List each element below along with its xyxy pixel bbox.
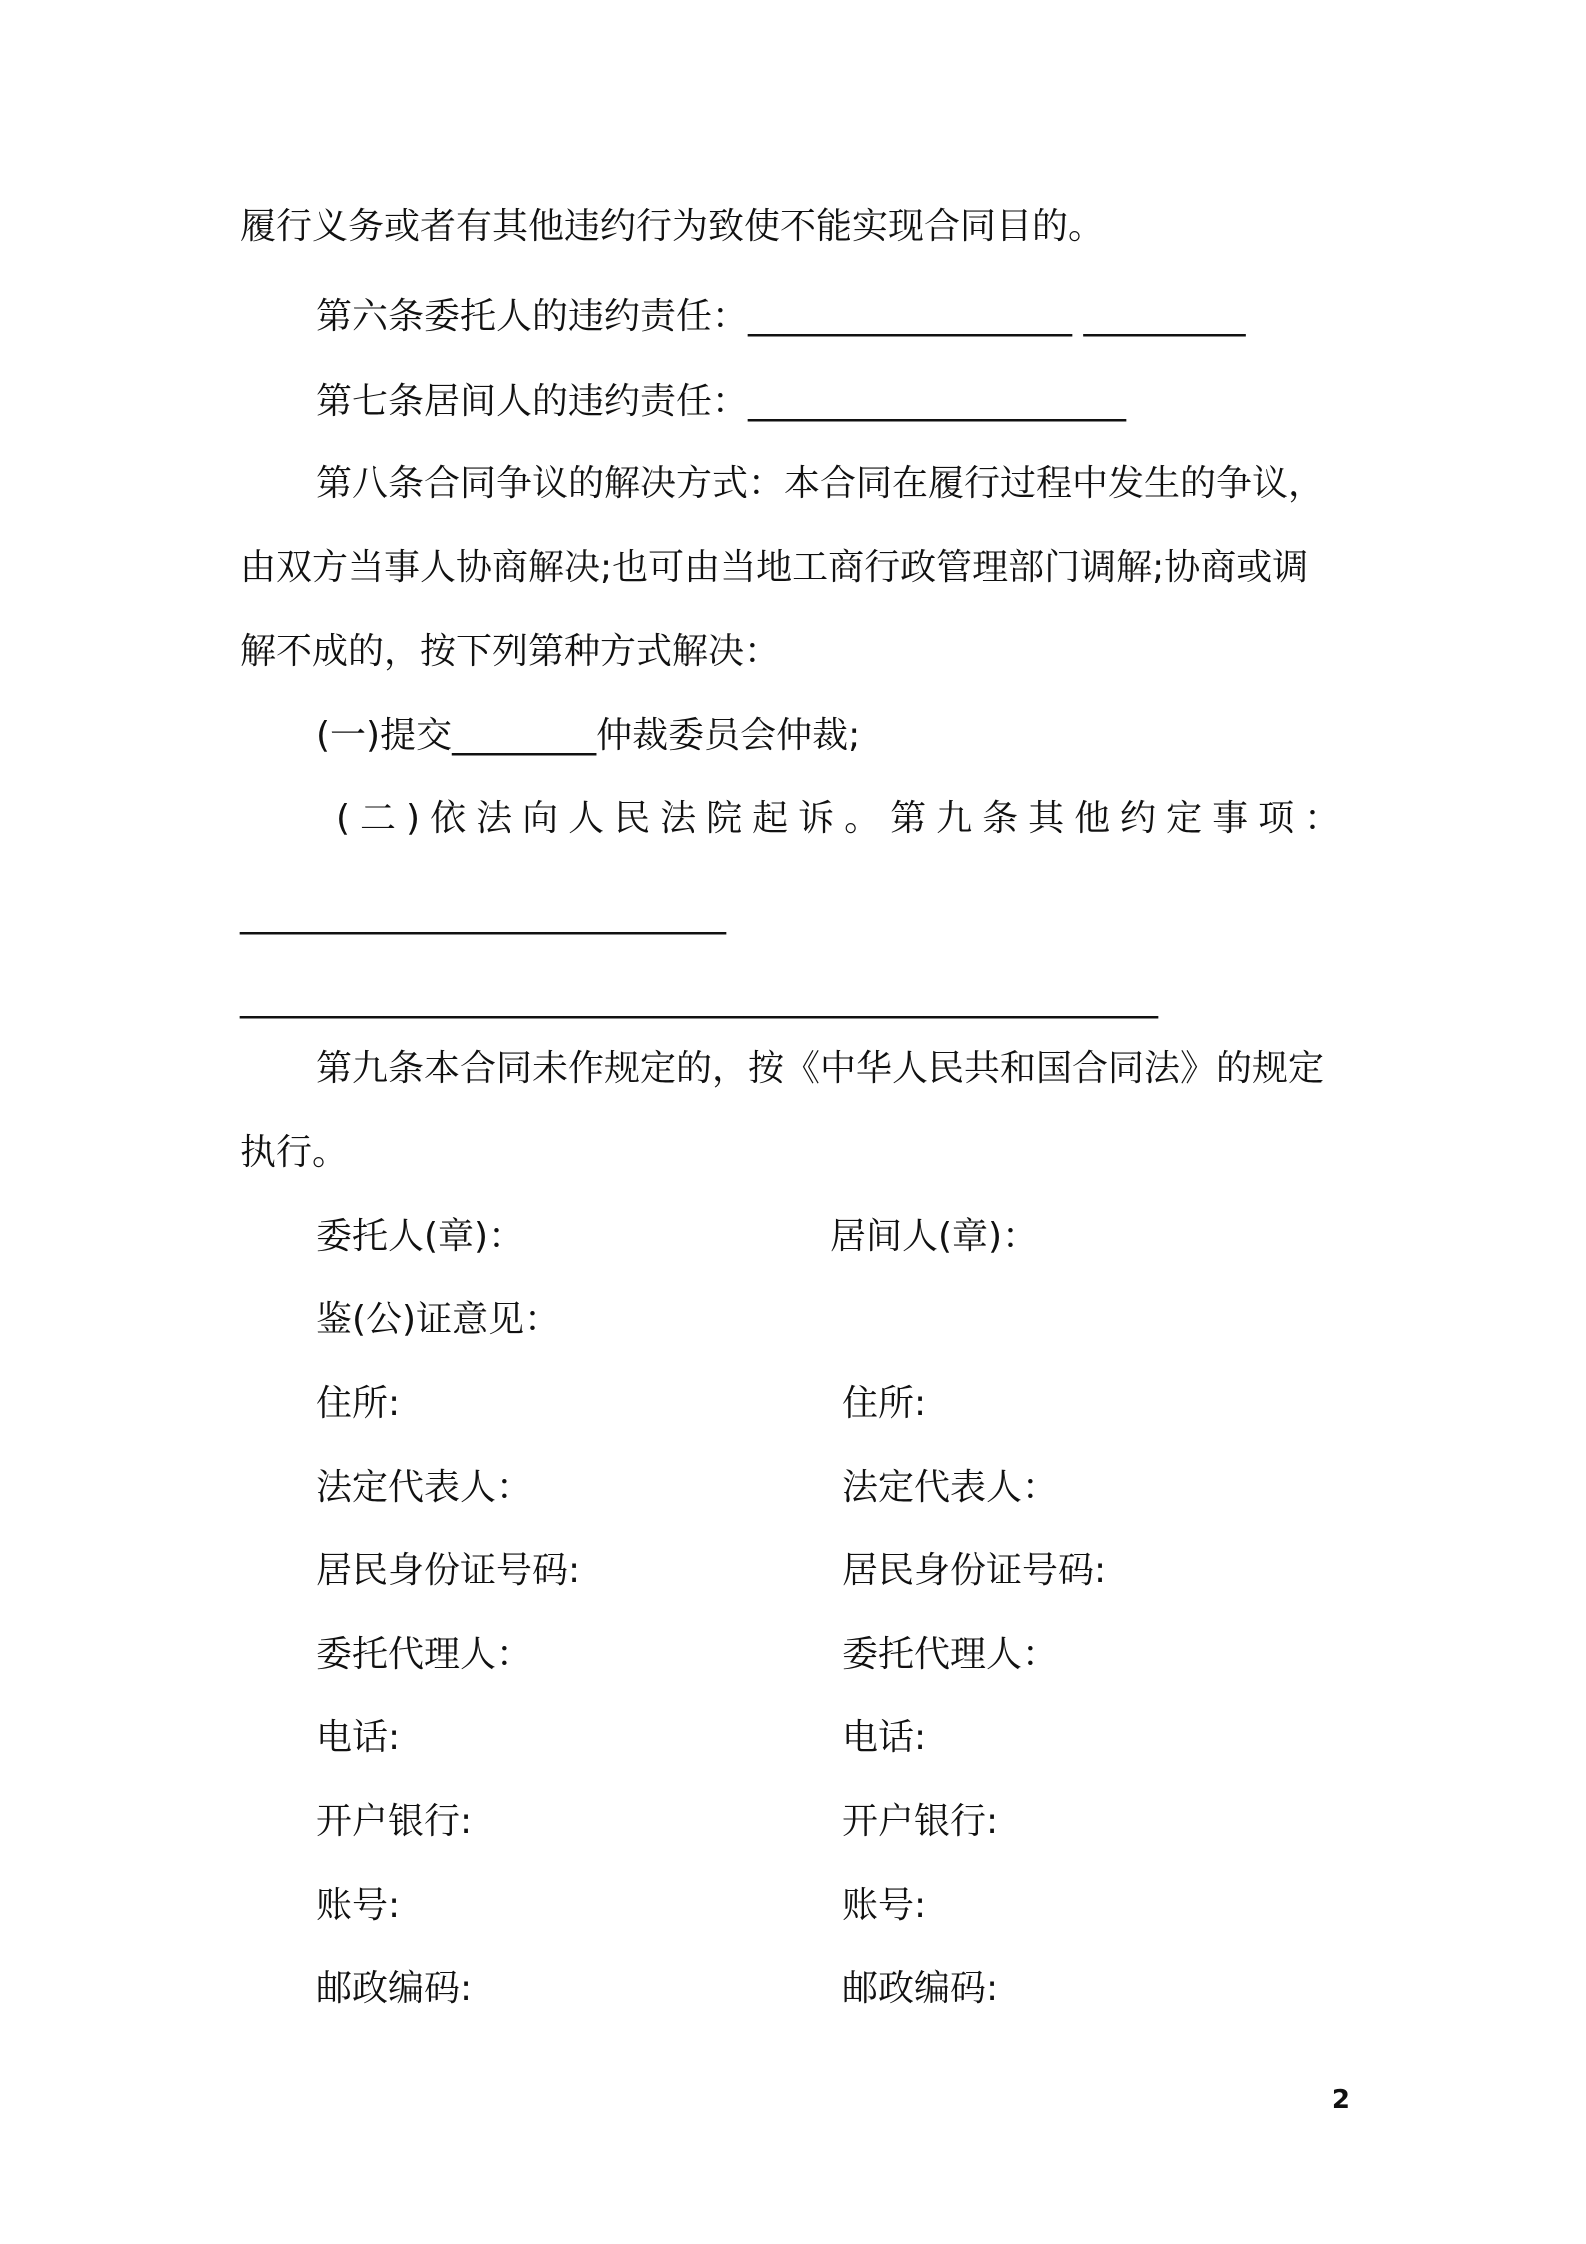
article-nine-continued: 执行。 xyxy=(240,1132,349,1173)
broker-address-label: 住所: xyxy=(842,1383,927,1424)
principal-account-label: 账号: xyxy=(316,1885,401,1926)
notary-opinion-label: 鉴(公)证意见： xyxy=(316,1299,561,1340)
page-number: 2 xyxy=(1331,2085,1350,2115)
blank-line-1: ___________________________ xyxy=(240,894,726,935)
broker-id-number-label: 居民身份证号码: xyxy=(842,1550,1107,1591)
broker-seal-label: 居间人(章)： xyxy=(830,1216,1039,1257)
article-eight-continued-1: 由双方当事人协商解决;也可由当地工商行政管理部门调解;协商或调 xyxy=(240,547,1309,588)
blank-line-2: ___________________________________________________ xyxy=(240,978,1158,1019)
option-two-line: (二)依法向人民法院起诉。第九条其他约定事项： xyxy=(336,798,1351,839)
principal-phone-label: 电话: xyxy=(316,1717,401,1758)
principal-bank-label: 开户银行: xyxy=(316,1801,473,1842)
paragraph-line-1: 履行义务或者有其他违约行为致使不能实现合同目的。 xyxy=(240,206,1105,247)
principal-id-number-label: 居民身份证号码: xyxy=(316,1550,581,1591)
principal-seal-label: 委托人(章)： xyxy=(316,1216,525,1257)
article-nine-line: 第九条本合同未作规定的，按《中华人民共和国合同法》的规定 xyxy=(316,1048,1325,1089)
broker-agent-label: 委托代理人： xyxy=(842,1634,1059,1675)
article-seven-line: 第七条居间人的违约责任：_____________________ xyxy=(316,381,1127,422)
broker-phone-label: 电话: xyxy=(842,1717,927,1758)
broker-account-label: 账号: xyxy=(842,1885,927,1926)
option-one-line: (一)提交________仲裁委员会仲裁; xyxy=(316,715,861,756)
broker-bank-label: 开户银行: xyxy=(842,1801,999,1842)
principal-postcode-label: 邮政编码: xyxy=(316,1968,473,2009)
principal-agent-label: 委托代理人： xyxy=(316,1634,533,1675)
article-eight-continued-2: 解不成的，按下列第种方式解决： xyxy=(240,631,781,672)
article-eight-line: 第八条合同争议的解决方式：本合同在履行过程中发生的争议， xyxy=(316,463,1325,504)
principal-legal-rep-label: 法定代表人： xyxy=(316,1467,533,1508)
article-six-line: 第六条委托人的违约责任：__________________ _________ xyxy=(316,296,1246,337)
principal-address-label: 住所: xyxy=(316,1383,401,1424)
broker-postcode-label: 邮政编码: xyxy=(842,1968,999,2009)
broker-legal-rep-label: 法定代表人： xyxy=(842,1467,1059,1508)
